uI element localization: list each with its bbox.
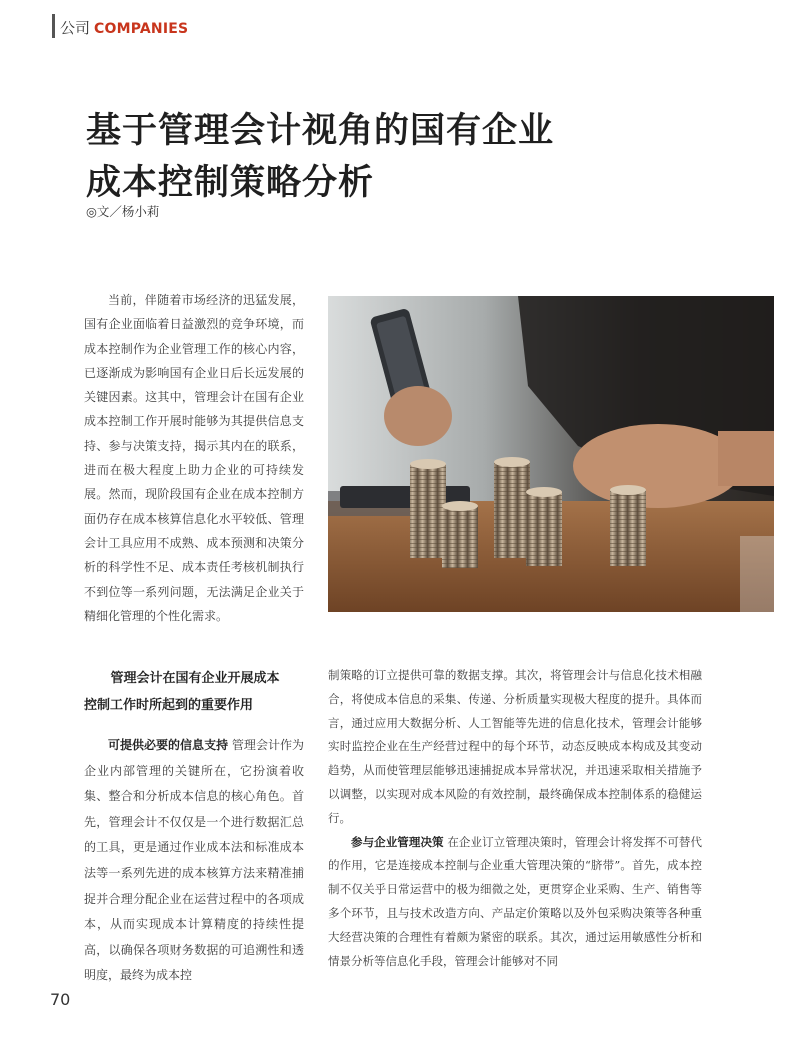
right-column bbox=[328, 664, 702, 973]
intro-paragraph: 当前，伴随着市场经济的迅猛发展，国有企业面临着日益激烈的竞争环境，而成本控制作为企业管理工作的核心内容，已逐渐成为影响国有企业日后长远发展的关键因素。这其中，管理会计在国有企业成本控制工作开展时能够为其提供信息支持、参与决策支持，揭示其内在的联系，进而在极大程度上助力企业的可持续发展。然而，现阶段国有企业在成本控制方面仍存在成本核算信息化水平较低、管理会计工具应用不成熟、成本预测和决策分析的科学性不足、成本责任考核机制执行不到位等一系列问题，无法满足企业关于精细化管理的个性化需求。 bbox=[84, 293, 304, 623]
section-heading bbox=[84, 665, 306, 719]
left-body-text: 管理会计作为企业内部管理的关键所在，它扮演着收集、整合和分析成本信息的核心角色。首先，管理会计不仅仅是一个进行数据汇总的工具，更是通过作业成本法和标准成本法等一系列先进的成本核算方法来精准捕捉并合理分配企业在运营过程中的各项成本，从而实现成本计算精度的持续性提高，以确保各项财务数据的可追溯性和透明度，最终为成本控 bbox=[84, 738, 304, 983]
left-lead-phrase: 可提供必要的信息支持 bbox=[108, 738, 229, 752]
title-line-1: 基于管理会计视角的国有企业 bbox=[86, 111, 555, 151]
header-rule bbox=[52, 14, 55, 38]
section-heading-line-1: 管理会计在国有企业开展成本 bbox=[110, 671, 280, 686]
page-number: 70 bbox=[50, 990, 71, 1009]
article-title bbox=[86, 105, 554, 209]
right-paragraph-1: 制策略的订立提供可靠的数据支撑。其次，将管理会计与信息化技术相融合，将使成本信息的采集、传递、分析质量实现极大程度的提升。具体而言，通过应用大数据分析、人工智能等先进的信息化技术，管理会计能够实时监控企业在生产经营过程中的每个环节，动态反映成本构成及其变动趋势，从而使管理层能够迅速捕捉成本异常状况，并迅速采取相关措施予以调整，以实现对成本风险的有效控制，最终确保成本控制体系的稳健运行。 bbox=[328, 668, 702, 825]
section-heading-line-2: 控制工作时所起到的重要作用 bbox=[84, 698, 254, 713]
coin-stacks-photo-image bbox=[328, 296, 774, 612]
section-header bbox=[60, 18, 188, 39]
article-photo bbox=[328, 296, 774, 612]
right-body-text: 在企业订立管理决策时，管理会计将发挥不可替代的作用，它是连接成本控制与企业重大管理决策的“脐带”。首先，成本控制不仅关乎日常运营中的极为细微之处，更贯穿企业采购、生产、销售等多个环节，且与技术改造方向、产品定价策略以及外包采购决策等各种重大经营决策的合理性有着颇为紧密的联系。其次，通过运用敏感性分析和情景分析等信息化手段，管理会计能够对不同 bbox=[328, 834, 702, 968]
section-label-en: COMPANIES bbox=[94, 21, 189, 37]
left-column-paragraph bbox=[84, 733, 304, 989]
byline: ◎文／杨小莉 bbox=[86, 204, 160, 219]
title-line-2: 成本控制策略分析 bbox=[86, 163, 375, 203]
right-paragraph-2 bbox=[328, 831, 702, 974]
section-label-cn: 公司 bbox=[60, 19, 91, 37]
right-lead-phrase: 参与企业管理决策 bbox=[351, 834, 444, 849]
